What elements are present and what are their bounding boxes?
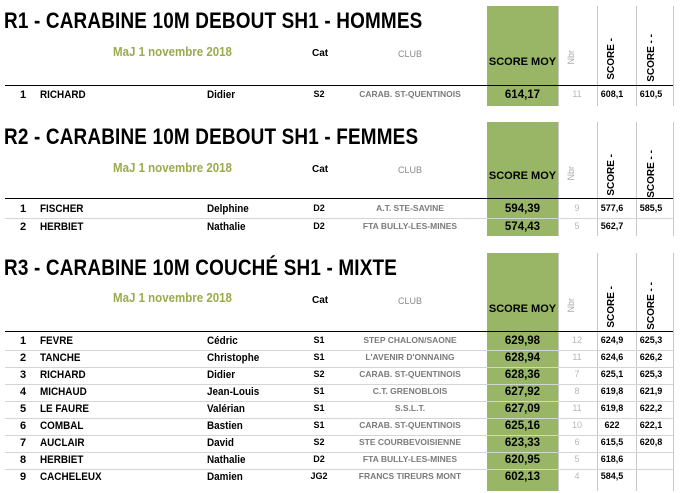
score-moy: 629,98 xyxy=(504,335,541,347)
first-name: Jean-Louis xyxy=(207,386,260,398)
rank: 4 xyxy=(20,386,27,398)
table-row xyxy=(0,435,680,452)
category: S1 xyxy=(313,420,325,430)
score-best: 624,9 xyxy=(600,335,624,345)
table-row xyxy=(0,401,680,418)
header-score-best2: SCORE - - xyxy=(646,282,657,330)
table-row xyxy=(0,367,680,384)
score-best: 608,1 xyxy=(600,89,624,99)
section-title: R3 - CARABINE 10M COUCHÉ SH1 - MIXTE xyxy=(4,255,398,280)
score-best2: 626,2 xyxy=(639,352,663,362)
club: CARAB. ST-QUENTINOIS xyxy=(359,369,461,379)
score-moy: 625,16 xyxy=(504,420,541,432)
first-name: Valérian xyxy=(207,403,245,415)
club: CARAB. ST-QUENTINOIS xyxy=(359,420,461,430)
category: S1 xyxy=(313,335,325,345)
score-moy: 602,13 xyxy=(504,471,541,483)
score-moy: 623,33 xyxy=(504,437,541,449)
club: L'AVENIR D'ONNAING xyxy=(365,352,455,362)
section-title: R2 - CARABINE 10M DEBOUT SH1 - FEMMES xyxy=(4,124,419,149)
last-name: CACHELEUX xyxy=(40,471,102,483)
last-name: LE FAURE xyxy=(40,403,89,415)
category: D2 xyxy=(313,454,325,464)
club: FTA BULLY-LES-MINES xyxy=(362,221,458,231)
last-name: MICHAUD xyxy=(40,386,87,398)
nbr: 11 xyxy=(572,403,582,413)
category: S1 xyxy=(313,386,325,396)
nbr: 10 xyxy=(571,420,582,430)
score-best2: 585,5 xyxy=(639,203,663,213)
score-moy: 627,92 xyxy=(504,386,541,398)
score-best: 615,5 xyxy=(600,437,624,447)
header-rule xyxy=(5,198,673,199)
score-best2: 622,2 xyxy=(639,403,663,413)
club: FTA BULLY-LES-MINES xyxy=(362,454,458,464)
rank: 1 xyxy=(20,89,27,101)
last-name: RICHARD xyxy=(40,369,86,381)
rank: 1 xyxy=(20,203,27,215)
category: D2 xyxy=(313,221,325,231)
rank: 9 xyxy=(20,471,27,483)
header-rule xyxy=(5,85,673,86)
last-name: RICHARD xyxy=(40,89,86,101)
rank: 5 xyxy=(20,403,27,415)
update-date: MaJ 1 novembre 2018 xyxy=(113,291,232,305)
first-name: Damien xyxy=(207,471,243,483)
header-nbr: Nbr xyxy=(566,166,576,181)
club: CARAB. ST-QUENTINOIS xyxy=(359,89,461,99)
rank: 2 xyxy=(20,221,27,233)
header-club: CLUB xyxy=(398,296,423,306)
header-club: CLUB xyxy=(398,165,423,175)
last-name: HERBIET xyxy=(40,454,84,466)
score-moy: 628,94 xyxy=(504,352,541,364)
last-name: HERBIET xyxy=(40,221,84,233)
nbr: 6 xyxy=(574,437,580,447)
header-score-best2: SCORE - - xyxy=(646,150,657,198)
score-best: 625,1 xyxy=(600,369,624,379)
table-row xyxy=(0,452,680,469)
category: JG2 xyxy=(310,471,328,481)
header-nbr: Nbr xyxy=(566,50,576,65)
first-name: Cédric xyxy=(207,335,238,347)
table-row xyxy=(0,350,680,367)
nbr: 4 xyxy=(574,471,580,481)
last-name: COMBAL xyxy=(40,420,84,432)
last-name: FEVRE xyxy=(40,335,74,347)
first-name: David xyxy=(207,437,234,449)
section-r2 xyxy=(0,118,680,243)
score-best2: 625,3 xyxy=(639,369,663,379)
rank: 7 xyxy=(20,437,27,449)
score-moy: 627,09 xyxy=(504,403,541,415)
first-name: Didier xyxy=(207,89,236,101)
score-best: 622 xyxy=(604,420,620,430)
score-moy: 620,95 xyxy=(504,454,541,466)
header-rule xyxy=(5,331,673,332)
table-row xyxy=(0,201,680,218)
last-name: AUCLAIR xyxy=(40,437,85,449)
club: FRANCS TIREURS MONT xyxy=(358,471,462,481)
rank: 6 xyxy=(20,420,27,432)
header-score-best: SCORE - xyxy=(606,286,617,328)
update-date: MaJ 1 novembre 2018 xyxy=(113,45,232,59)
score-best2: 622,1 xyxy=(639,420,663,430)
score-best: 619,8 xyxy=(600,403,624,413)
section-title: R1 - CARABINE 10M DEBOUT SH1 - HOMMES xyxy=(4,8,423,33)
header-cat: Cat xyxy=(312,164,329,175)
score-best: 619,8 xyxy=(600,386,624,396)
nbr: 7 xyxy=(574,369,580,379)
nbr: 9 xyxy=(574,203,580,213)
score-moy: 594,39 xyxy=(504,203,541,215)
score-moy: 574,43 xyxy=(504,221,541,233)
rank: 8 xyxy=(20,454,27,466)
section-r3 xyxy=(0,250,680,493)
first-name: Christophe xyxy=(207,352,260,364)
table-row xyxy=(0,469,680,486)
nbr: 5 xyxy=(574,454,580,464)
nbr: 5 xyxy=(574,221,580,231)
header-score-moy: SCORE MOY xyxy=(488,303,557,315)
nbr: 11 xyxy=(572,89,582,99)
nbr: 11 xyxy=(572,352,582,362)
category: S1 xyxy=(313,403,325,413)
category: S2 xyxy=(313,437,325,447)
header-nbr: Nbr xyxy=(566,298,576,313)
score-best: 618,6 xyxy=(600,454,624,464)
header-cat: Cat xyxy=(312,295,329,306)
club: S.S.L.T. xyxy=(394,403,426,413)
score-moy: 628,36 xyxy=(504,369,541,381)
score-best2: 620,8 xyxy=(639,437,663,447)
club: C.T. GRENOBLOIS xyxy=(372,386,448,396)
table-row xyxy=(0,384,680,401)
category: S2 xyxy=(313,369,325,379)
first-name: Didier xyxy=(207,369,236,381)
rank: 1 xyxy=(20,335,27,347)
header-score-best: SCORE - xyxy=(606,154,617,196)
category: S2 xyxy=(313,89,325,99)
rank: 2 xyxy=(20,352,27,364)
score-best: 624,6 xyxy=(600,352,624,362)
last-name: FISCHER xyxy=(40,203,84,215)
header-score-moy: SCORE MOY xyxy=(488,170,557,182)
header-score-moy: SCORE MOY xyxy=(488,56,557,68)
first-name: Delphine xyxy=(207,203,249,215)
table-row xyxy=(0,418,680,435)
update-date: MaJ 1 novembre 2018 xyxy=(113,161,232,175)
header-cat: Cat xyxy=(312,48,329,59)
category: S1 xyxy=(313,352,325,362)
table-row xyxy=(0,87,680,104)
table-row xyxy=(0,219,680,236)
rank: 3 xyxy=(20,369,27,381)
score-best: 562,7 xyxy=(600,221,624,231)
first-name: Nathalie xyxy=(207,454,246,466)
header-club: CLUB xyxy=(398,49,423,59)
club: STE COURBEVOISIENNE xyxy=(358,437,462,447)
header-score-best: SCORE - xyxy=(606,38,617,80)
category: D2 xyxy=(313,203,325,213)
nbr: 12 xyxy=(571,335,582,345)
first-name: Bastien xyxy=(207,420,243,432)
score-best2: 621,9 xyxy=(639,386,663,396)
club: STEP CHALON/SAONE xyxy=(363,335,457,345)
score-best: 584,5 xyxy=(600,471,624,481)
score-best2: 625,3 xyxy=(639,335,663,345)
score-moy: 614,17 xyxy=(504,89,541,101)
score-best: 577,6 xyxy=(600,203,624,213)
score-best2: 610,5 xyxy=(639,89,663,99)
nbr: 8 xyxy=(574,386,580,396)
table-row xyxy=(0,333,680,350)
club: A.T. STE-SAVINE xyxy=(376,203,444,213)
first-name: Nathalie xyxy=(207,221,246,233)
section-r1 xyxy=(0,0,680,110)
header-score-best2: SCORE - - xyxy=(646,34,657,82)
last-name: TANCHE xyxy=(40,352,81,364)
